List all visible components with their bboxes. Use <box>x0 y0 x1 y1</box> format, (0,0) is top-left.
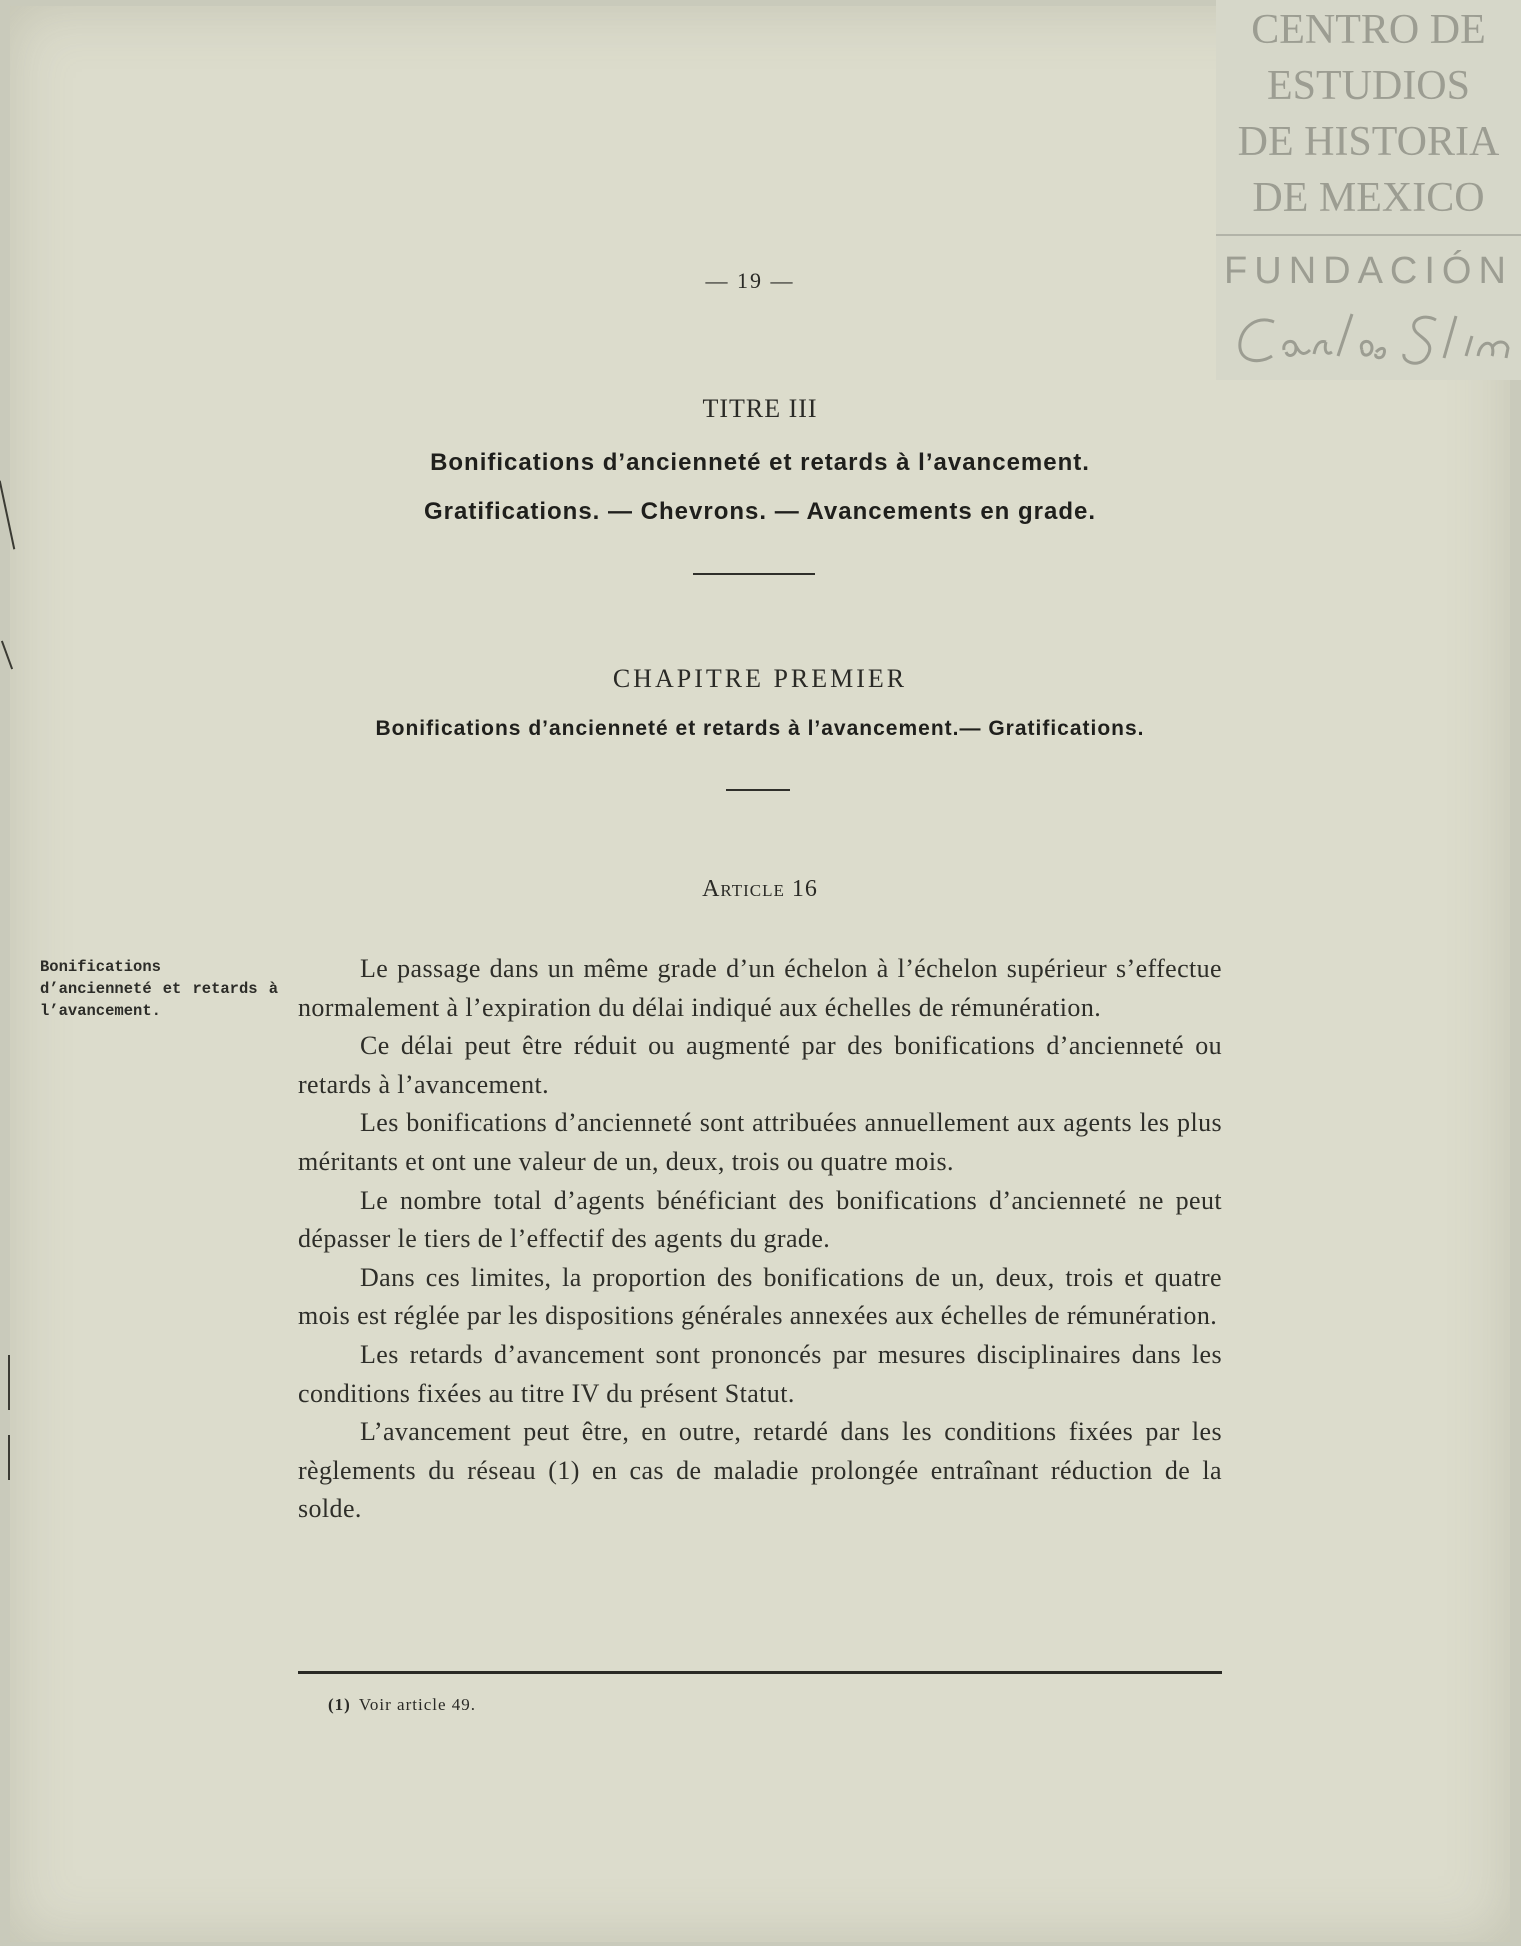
margin-note: Bonifications d’ancienneté et retards à l’avancement. <box>40 958 278 1020</box>
titre-heading: TITRE III <box>702 394 818 423</box>
titre-subtitle-line2: Gratifications. — Chevrons. — Avancements en grade. <box>423 498 1097 525</box>
section-divider <box>726 789 790 791</box>
watermark-line: DE MEXICO <box>1252 175 1485 221</box>
footnote-mark: (1) <box>328 1695 351 1714</box>
page-number: — 19 — <box>705 268 795 293</box>
footnote-text: Voir article 49. <box>358 1695 477 1714</box>
chapitre-subtitle: Bonifications d’ancienneté et retards à l’avancement.— Gratifications. <box>375 717 1145 740</box>
section-divider <box>693 573 815 575</box>
watermark-fundacion: FUNDACIÓN <box>1224 250 1513 292</box>
paragraph: Dans ces limites, la proportion des bonifications de un, deux, trois et quatre mois est réglée par les dispositions générales annexées aux échelles de rémunération. <box>298 1262 1222 1331</box>
paragraph: Les retards d’avancement sont prononcés par mesures disciplinaires dans les conditions fixées au titre IV du présent Statut. <box>298 1339 1222 1408</box>
article-body <box>298 950 1222 1529</box>
paragraph: Ce délai peut être réduit ou augmenté par des bonifications d’ancienneté ou retards à l’avancement. <box>298 1031 1222 1099</box>
scan-edge-mark <box>8 1355 10 1410</box>
chapitre-heading: CHAPITRE PREMIER <box>612 664 908 693</box>
footnote <box>328 1695 476 1715</box>
footnote-divider <box>298 1671 1222 1674</box>
paragraph: Le passage dans un même grade d’un échelon à l’échelon supérieur s’effectue normalement à l’expiration du délai indiqué aux échelles de rémunération. <box>298 954 1222 1022</box>
paragraph: Le nombre total d’agents bénéficiant des bonifications d’ancienneté ne peut dépasser le tiers de l’effectif des agents du grade. <box>298 1185 1222 1254</box>
scan-edge-mark <box>8 1435 10 1480</box>
paragraph: L’avancement peut être, en outre, retardé dans les conditions fixées par les règlements du réseau (1) en cas de maladie prolongée entraînant réduction de la solde. <box>298 1417 1222 1524</box>
watermark-divider <box>1216 234 1521 236</box>
article-heading: Article 16 <box>702 876 818 902</box>
archive-watermark <box>1216 0 1521 380</box>
titre-subtitle-line1: Bonifications d’ancienneté et retards à l’avancement. <box>430 449 1090 476</box>
signature-logo <box>1226 300 1521 378</box>
watermark-line: CENTRO DE <box>1251 7 1486 53</box>
watermark-line: ESTUDIOS <box>1266 63 1470 109</box>
watermark-line: DE HISTORIA <box>1237 119 1500 165</box>
paragraph: Les bonifications d’ancienneté sont attribuées annuellement aux agents les plus méritants et ont une valeur de un, deux, trois ou quatre mois. <box>298 1108 1222 1176</box>
